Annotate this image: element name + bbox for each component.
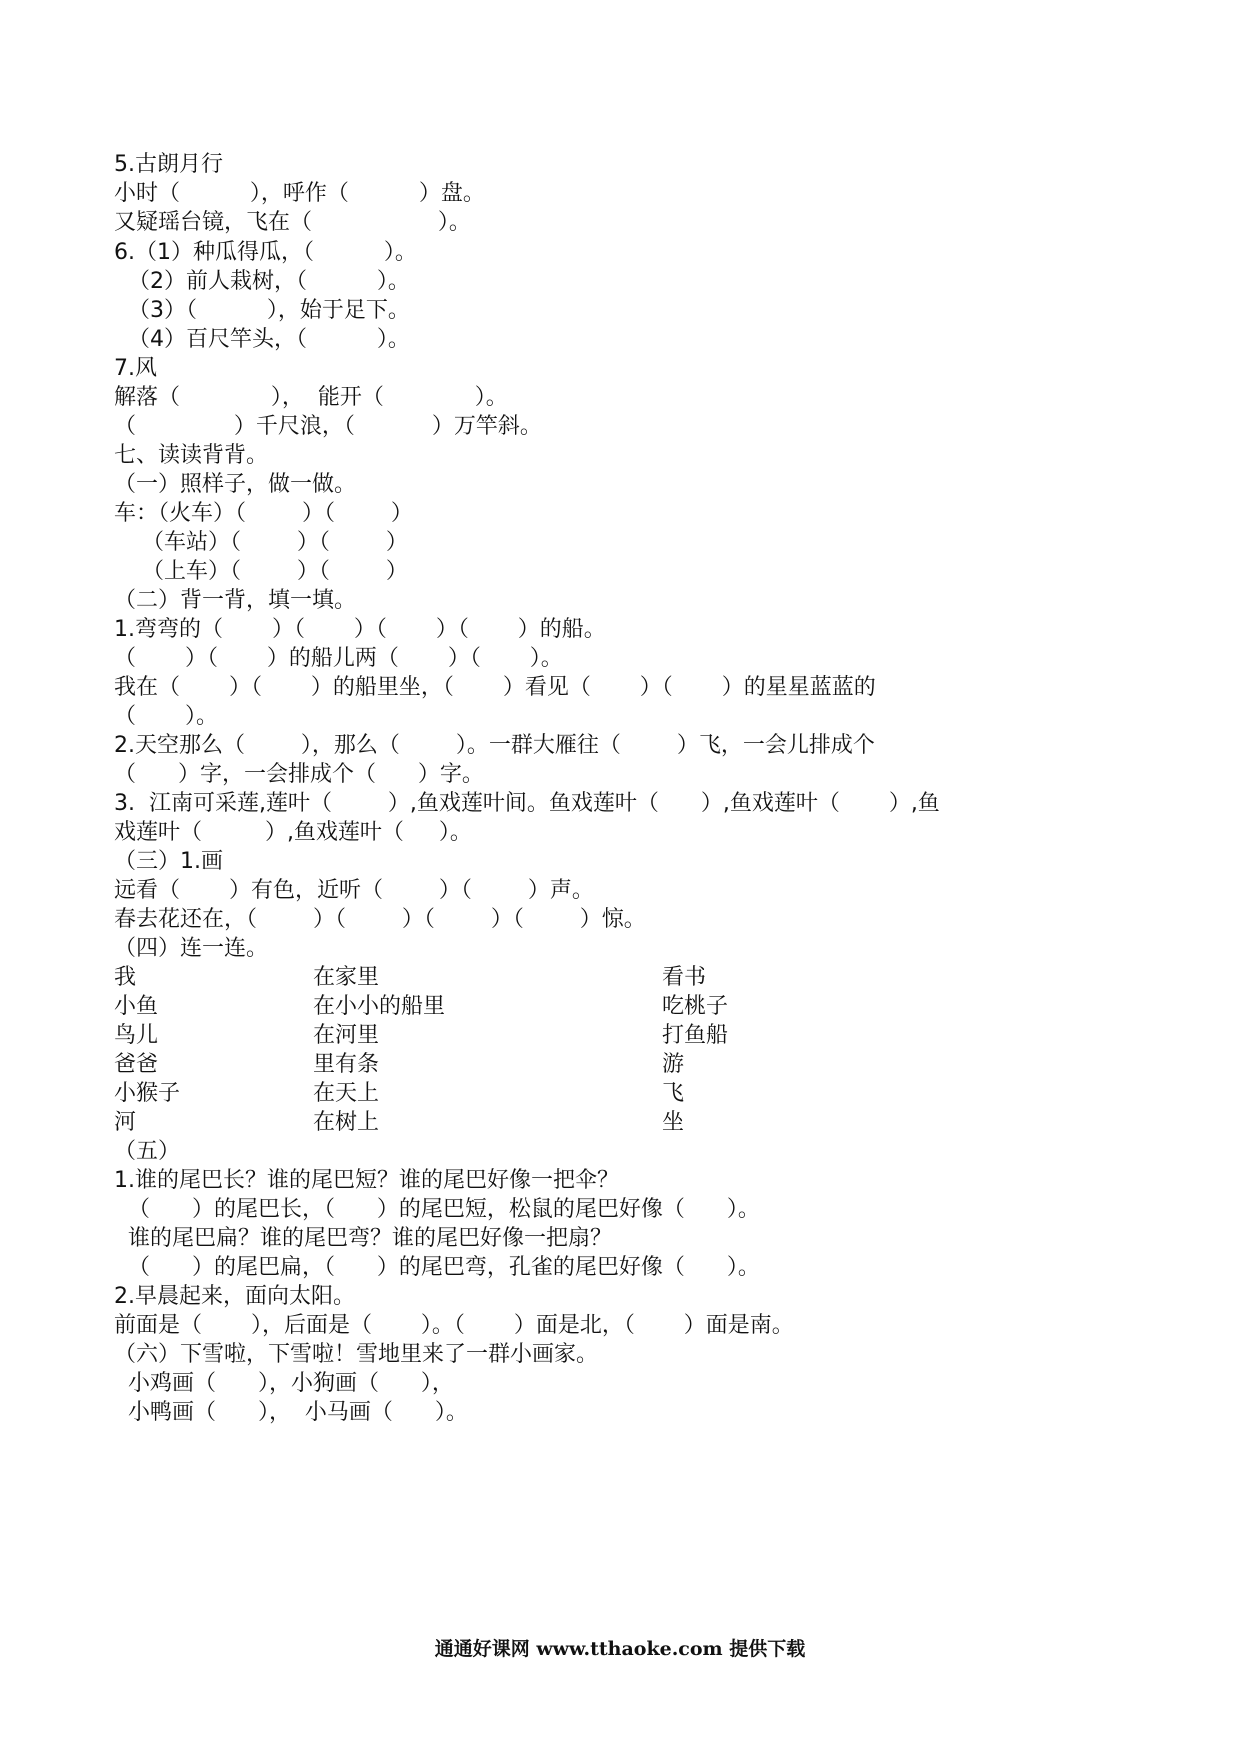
- match-middle-item: 在河里: [313, 1023, 380, 1048]
- line-2: 小时（ ），呼作（ ）盘。: [114, 181, 485, 206]
- line-10: （ ）千尺浪，（ ）万竿斜。: [114, 414, 542, 439]
- line-36: 前面是（ ），后面是（ ）。（ ）面是北，（ ）面是南。: [114, 1313, 794, 1338]
- line-7: （4）百尺竿头，（ ）。: [114, 327, 410, 352]
- line-8: 7.风: [114, 356, 157, 381]
- line-34: （ ）的尾巴扁，（ ）的尾巴弯，孔雀的尾巴好像（ ）。: [114, 1255, 760, 1280]
- subsection-3-heading: （三）1.画: [114, 849, 223, 874]
- line-24: 戏莲叶（ ）,鱼戏莲叶（ ）。: [114, 820, 472, 845]
- line-17: 1.弯弯的（ ）（ ）（ ）（ ）的船。: [114, 617, 606, 642]
- line-15: （上车）（ ）（ ）: [114, 559, 408, 584]
- match-middle-item: 里有条: [313, 1052, 380, 1077]
- line-27: 春去花还在，（ ）（ ）（ ）（ ）惊。: [114, 907, 646, 932]
- match-right-item: 游: [662, 1052, 685, 1077]
- line-32: （ ）的尾巴长，（ ）的尾巴短，松鼠的尾巴好像（ ）。: [114, 1197, 760, 1222]
- subsection-4-heading: （四）连一连。: [114, 936, 269, 961]
- line-22: （ ）字，一会排成个（ ）字。: [114, 762, 484, 787]
- match-left-item: 爸爸: [114, 1052, 159, 1077]
- match-right-item: 坐: [662, 1110, 685, 1135]
- line-31: 1.谁的尾巴长？谁的尾巴短？谁的尾巴好像一把伞？: [114, 1168, 619, 1193]
- line-5: （2）前人栽树，（ ）。: [114, 269, 410, 294]
- match-right-item: 吃桃子: [662, 994, 729, 1019]
- line-38: 小鸡画（ ），小狗画（ ），: [114, 1371, 454, 1396]
- match-middle-item: 在树上: [313, 1110, 380, 1135]
- match-right-item: 打鱼船: [662, 1023, 729, 1048]
- section-7-heading: 七、读读背背。: [114, 443, 269, 468]
- line-33: 谁的尾巴扁？谁的尾巴弯？谁的尾巴好像一把扇？: [114, 1226, 612, 1251]
- match-left-item: 小猴子: [114, 1081, 181, 1106]
- line-6: （3）（ ），始于足下。: [114, 298, 410, 323]
- line-9: 解落（ ）， 能开（ ）。: [114, 385, 508, 410]
- line-3: 又疑瑶台镜，飞在（ ）。: [114, 210, 471, 235]
- line-21: 2.天空那么（ ），那么（ ）。一群大雁往（ ）飞，一会儿排成个: [114, 733, 875, 758]
- line-18: （ ）（ ）的船儿两（ ）（ ）。: [114, 646, 563, 671]
- line-19: 我在（ ）（ ）的船里坐，（ ）看见（ ）（ ）的星星蓝蓝的: [114, 675, 876, 700]
- line-23: 3. 江南可采莲,莲叶（ ）,鱼戏莲叶间。鱼戏莲叶（ ）,鱼戏莲叶（ ）,鱼: [114, 791, 940, 816]
- match-left-item: 河: [114, 1110, 137, 1135]
- subsection-2-heading: （二）背一背，填一填。: [114, 588, 357, 613]
- footer-credit: 通通好课网 www.tthaoke.com 提供下载: [434, 1638, 806, 1660]
- match-left-item: 我: [114, 965, 137, 990]
- line-26: 远看（ ）有色，近听（ ）（ ）声。: [114, 878, 594, 903]
- match-middle-item: 在小小的船里: [313, 994, 446, 1019]
- line-4: 6.（1）种瓜得瓜，（ ）。: [114, 240, 417, 265]
- line-14: （车站）（ ）（ ）: [114, 530, 408, 555]
- match-right-item: 看书: [662, 965, 707, 990]
- line-35: 2.早晨起来，面向太阳。: [114, 1284, 355, 1309]
- match-left-item: 小鱼: [114, 994, 159, 1019]
- match-middle-item: 在天上: [313, 1081, 380, 1106]
- match-right-item: 飞: [662, 1081, 685, 1106]
- line-20: （ ）。: [114, 704, 218, 729]
- line-1: 5.古朗月行: [114, 152, 223, 177]
- match-left-item: 鸟儿: [114, 1023, 159, 1048]
- subsection-1-heading: （一）照样子，做一做。: [114, 472, 357, 497]
- line-13: 车：（火车）（ ）（ ）: [114, 501, 413, 526]
- match-middle-item: 在家里: [313, 965, 380, 990]
- line-39: 小鸭画（ ）， 小马画（ ）。: [114, 1400, 468, 1425]
- subsection-5-heading: （五）: [114, 1139, 181, 1164]
- subsection-6-heading: （六）下雪啦，下雪啦！雪地里来了一群小画家。: [114, 1342, 599, 1367]
